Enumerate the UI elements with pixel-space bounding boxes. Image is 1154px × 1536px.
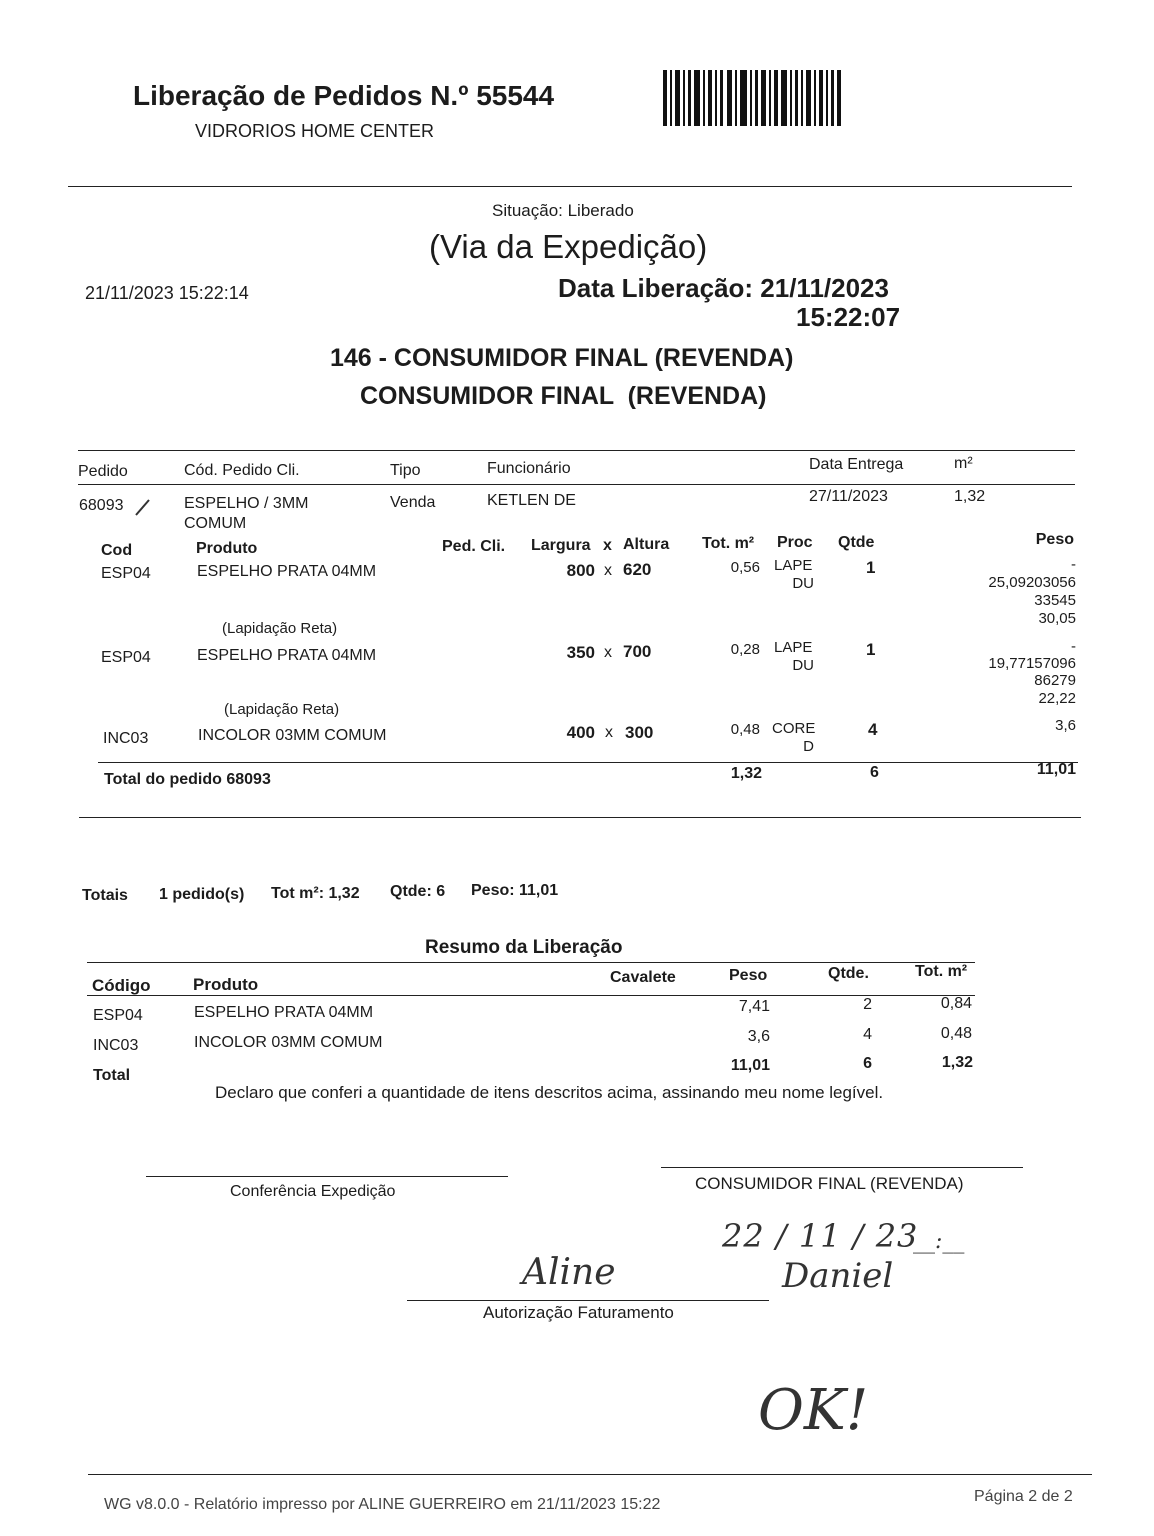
item-x: x bbox=[604, 644, 612, 661]
resumo-total-peso: 11,01 bbox=[730, 1057, 770, 1074]
resumo-row-codigo: INC03 bbox=[93, 1037, 139, 1054]
item-cod: ESP04 bbox=[101, 565, 151, 582]
col-largura: Largura bbox=[531, 537, 591, 554]
item-x: x bbox=[605, 724, 613, 741]
value-m2: 1,32 bbox=[954, 488, 986, 505]
item-qtde: 1 bbox=[866, 640, 876, 659]
signature-line-autorizacao bbox=[407, 1300, 769, 1301]
resumo-col-produto: Produto bbox=[193, 975, 259, 994]
handwritten-time: __:__ bbox=[913, 1229, 965, 1254]
signature-label-conferencia: Conferência Expedição bbox=[230, 1183, 396, 1200]
resumo-row-tot-m2: 0,48 bbox=[940, 1025, 972, 1042]
customer-line-2: CONSUMIDOR FINAL (REVENDA) bbox=[360, 382, 767, 410]
resumo-title: Resumo da Liberação bbox=[425, 937, 623, 958]
order-total-qtde: 6 bbox=[870, 764, 879, 781]
footer-page-number: Página 2 de 2 bbox=[974, 1488, 1073, 1505]
signature-label-cliente: CONSUMIDOR FINAL (REVENDA) bbox=[695, 1174, 964, 1193]
item-produto: INCOLOR 03MM COMUM bbox=[198, 727, 387, 744]
item-qtde: 4 bbox=[868, 720, 878, 739]
resumo-total-tot-m2: 1,32 bbox=[941, 1054, 973, 1071]
resumo-total-qtde: 6 bbox=[863, 1055, 872, 1072]
item-qtde: 1 bbox=[866, 558, 876, 577]
col-altura: Altura bbox=[623, 536, 670, 553]
totais-label: Totais bbox=[82, 887, 128, 904]
printed-timestamp: 21/11/2023 15:22:14 bbox=[85, 283, 249, 303]
resumo-top-rule bbox=[87, 962, 975, 963]
item-proc-1: LAPE bbox=[774, 557, 813, 574]
value-cod-pedido-cli-2: COMUM bbox=[184, 515, 247, 532]
item-largura: 400 bbox=[566, 723, 595, 742]
item-proc-2: DU bbox=[792, 575, 814, 592]
release-time: 15:22:07 bbox=[796, 302, 901, 332]
item-cod: INC03 bbox=[103, 730, 149, 747]
item-peso-4: 30,05 bbox=[1038, 610, 1076, 627]
status-text: Situação: Liberado bbox=[492, 201, 634, 220]
value-tipo: Venda bbox=[390, 494, 436, 511]
resumo-row-tot-m2: 0,84 bbox=[940, 995, 972, 1012]
item-largura: 800 bbox=[566, 561, 595, 580]
page-title: Liberação de Pedidos N.º 55544 bbox=[133, 80, 555, 111]
label-m2: m² bbox=[954, 455, 973, 472]
order-total-m2: 1,32 bbox=[730, 765, 762, 782]
resumo-row-produto: INCOLOR 03MM COMUM bbox=[194, 1034, 383, 1051]
item-obs: (Lapidação Reta) bbox=[224, 701, 340, 718]
header-divider bbox=[68, 186, 1072, 187]
release-date: Data Liberação: 21/11/2023 bbox=[558, 273, 889, 303]
item-tot-m2: 0,28 bbox=[730, 641, 760, 658]
col-proc: Proc bbox=[777, 534, 813, 551]
resumo-row-produto: ESPELHO PRATA 04MM bbox=[194, 1004, 374, 1021]
label-data-entrega: Data Entrega bbox=[809, 456, 904, 473]
totais-m2: Tot m²: 1,32 bbox=[271, 885, 360, 902]
handwritten-signature-daniel: Daniel bbox=[782, 1256, 894, 1296]
resumo-col-tot-m2: Tot. m² bbox=[915, 963, 968, 980]
label-tipo: Tipo bbox=[390, 462, 421, 479]
signature-label-autorizacao: Autorização Faturamento bbox=[483, 1303, 674, 1322]
item-obs: (Lapidação Reta) bbox=[222, 620, 338, 637]
order-total-rule bbox=[98, 762, 1078, 763]
item-produto: ESPELHO PRATA 04MM bbox=[197, 647, 377, 664]
signature-line-conferencia bbox=[146, 1176, 508, 1177]
item-tot-m2: 0,56 bbox=[730, 559, 760, 576]
value-pedido: 68093 bbox=[79, 497, 124, 514]
item-peso-4: 22,22 bbox=[1038, 690, 1076, 707]
resumo-row-qtde: 4 bbox=[863, 1026, 872, 1043]
customer-line-1: 146 - CONSUMIDOR FINAL (REVENDA) bbox=[330, 344, 794, 372]
totais-qtde: Qtde: 6 bbox=[390, 883, 446, 900]
handwritten-date: 22 / 11 / 23 bbox=[722, 1217, 919, 1255]
copy-type: (Via da Expedição) bbox=[429, 228, 708, 265]
label-pedido: Pedido bbox=[78, 463, 128, 480]
item-peso-3: 86279 bbox=[1034, 672, 1076, 689]
item-largura: 350 bbox=[566, 643, 595, 662]
value-funcionario: KETLEN DE bbox=[487, 492, 576, 509]
order-total-label: Total do pedido 68093 bbox=[104, 771, 271, 788]
label-funcionario: Funcionário bbox=[487, 460, 571, 477]
col-peso: Peso bbox=[1035, 531, 1074, 548]
declaration-text: Declaro que conferi a quantidade de itens descritos acima, assinando meu nome legível. bbox=[215, 1083, 884, 1102]
barcode bbox=[663, 70, 841, 126]
footer-printed-by: WG v8.0.0 - Relatório impresso por ALINE GUERREIRO em 21/11/2023 15:22 bbox=[104, 1496, 661, 1513]
item-peso-1: - bbox=[1071, 638, 1076, 655]
item-x: x bbox=[604, 562, 612, 579]
resumo-row-qtde: 2 bbox=[863, 996, 872, 1013]
resumo-col-qtde: Qtde. bbox=[828, 965, 869, 982]
col-qtde: Qtde bbox=[838, 534, 875, 551]
order-total-peso: 11,01 bbox=[1036, 761, 1076, 778]
item-tot-m2: 0,48 bbox=[730, 721, 760, 738]
item-altura: 620 bbox=[623, 560, 652, 579]
item-proc-1: CORE bbox=[772, 720, 816, 737]
item-proc-1: LAPE bbox=[774, 639, 813, 656]
company-name: VIDRORIOS HOME CENTER bbox=[195, 121, 435, 141]
item-peso-3: 33545 bbox=[1034, 592, 1076, 609]
signature-line-cliente bbox=[661, 1167, 1023, 1168]
item-cod: ESP04 bbox=[101, 649, 151, 666]
value-cod-pedido-cli-1: ESPELHO / 3MM bbox=[184, 495, 309, 512]
item-peso-2: 19,77157096 bbox=[988, 655, 1076, 672]
order-header-rule bbox=[78, 484, 1075, 485]
footer-rule bbox=[88, 1474, 1092, 1475]
totais-pedidos: 1 pedido(s) bbox=[159, 886, 245, 903]
col-x: x bbox=[603, 537, 612, 554]
handwritten-signature-aline: Aline bbox=[522, 1252, 616, 1293]
label-cod-pedido-cli: Cód. Pedido Cli. bbox=[184, 462, 300, 479]
resumo-col-codigo: Código bbox=[92, 976, 151, 995]
resumo-total-label: Total bbox=[93, 1067, 131, 1084]
col-ped-cli: Ped. Cli. bbox=[442, 538, 506, 555]
item-altura: 700 bbox=[623, 642, 652, 661]
resumo-row-codigo: ESP04 bbox=[93, 1007, 143, 1024]
item-proc-2: DU bbox=[792, 657, 814, 674]
order-bottom-rule bbox=[79, 817, 1081, 818]
item-peso-1: 3,6 bbox=[1055, 717, 1076, 734]
col-produto: Produto bbox=[196, 540, 258, 557]
handwritten-ok: OK! bbox=[758, 1378, 869, 1443]
col-tot-m2: Tot. m² bbox=[702, 535, 755, 552]
col-cod: Cod bbox=[101, 542, 133, 559]
item-proc-2: D bbox=[803, 738, 814, 755]
order-top-rule bbox=[78, 450, 1075, 451]
check-mark bbox=[134, 497, 152, 517]
resumo-col-peso: Peso bbox=[729, 967, 768, 984]
item-altura: 300 bbox=[625, 723, 654, 742]
resumo-col-cavalete: Cavalete bbox=[610, 969, 676, 986]
value-data-entrega: 27/11/2023 bbox=[809, 488, 888, 505]
item-peso-1: - bbox=[1071, 556, 1076, 573]
item-peso-2: 25,09203056 bbox=[988, 574, 1076, 591]
item-produto: ESPELHO PRATA 04MM bbox=[197, 563, 377, 580]
totais-peso: Peso: 11,01 bbox=[471, 882, 559, 899]
resumo-row-peso: 7,41 bbox=[738, 998, 770, 1015]
resumo-row-peso: 3,6 bbox=[747, 1028, 770, 1045]
